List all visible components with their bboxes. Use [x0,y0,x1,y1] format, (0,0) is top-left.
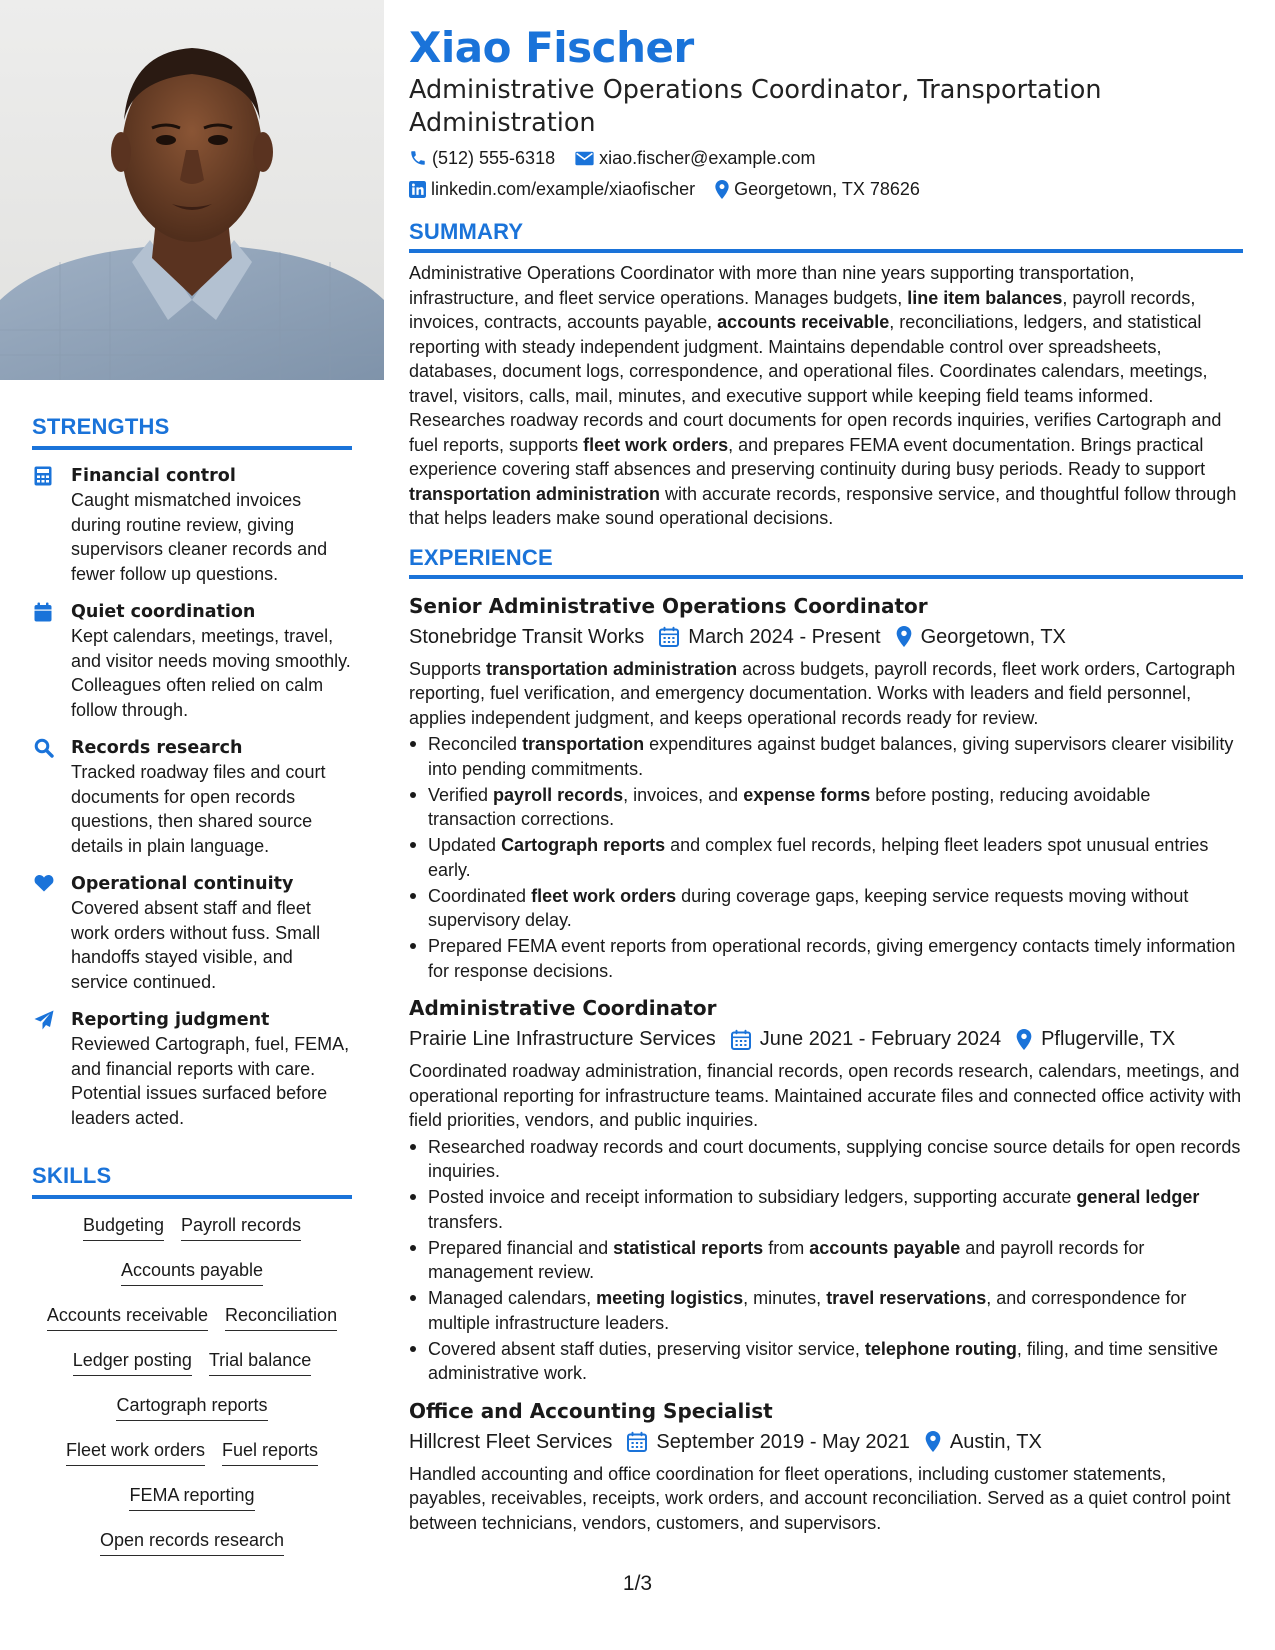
phone-text: (512) 555-6318 [432,148,556,168]
bullet-item [409,884,1243,933]
job-company [409,621,644,653]
dates-text: March 2024 - Present [688,625,881,648]
location-text: Georgetown, TX 78626 [734,179,920,199]
text-run: Managed calendars, [428,1288,597,1308]
skill-row [32,1438,352,1483]
location-text: Pflugerville, TX [1041,1028,1176,1050]
map-pin-icon [715,180,729,199]
company-name: Hillcrest Fleet Services [409,1430,613,1453]
job-description [409,657,1243,731]
company-name: Prairie Line Infrastructure Services [409,1028,716,1050]
skills-list [32,1213,352,1573]
job-description [409,1059,1243,1133]
text-run: Verified [428,784,494,805]
skill-tag: Reconciliation [225,1303,337,1331]
job-entry [409,591,1243,984]
bullet-item [409,732,1243,781]
bold-keyword: transportation [522,734,645,754]
bold-keyword: Cartograph reports [501,835,666,855]
strength-item [32,736,352,858]
contact-location [715,173,920,205]
job-title: Senior Administrative Operations Coordinator [409,593,928,618]
job-meta [409,1426,1243,1458]
job-dates [627,1426,910,1458]
strength-description: Caught mismatched invoices during routine review, giving supervisors cleaner records and fewer follow up questions. [71,490,328,584]
strength-title: Financial control [71,466,236,486]
bullet-item [409,1135,1243,1184]
job-title: Administrative Coordinator [409,996,717,1020]
bold-keyword: accounts payable [809,1237,961,1258]
bullet-item [409,1185,1243,1234]
text-run: Posted invoice and receipt information to subsidiary ledgers, supporting accurate [428,1187,1077,1207]
text-run: Updated [428,835,502,855]
heart-icon [34,874,54,894]
dates-text: September 2019 - May 2021 [656,1430,910,1453]
skill-tag: Accounts receivable [47,1303,208,1331]
bold-keyword: telephone routing [864,1338,1017,1359]
contact-phone[interactable] [409,142,555,174]
email-text: xiao.fischer@example.com [599,148,816,168]
strengths-heading: STRENGTHS [32,414,352,450]
text-run: Covered absent staff duties, preserving visitor service, [428,1338,865,1359]
skill-tag: Payroll records [181,1213,301,1241]
skill-tag: Fleet work orders [66,1438,205,1466]
text-run: Prepared financial and [428,1237,614,1258]
text-run: across budgets, payroll records, fleet work orders, Cartograph reporting, fuel verification, and emergency documentation. Works with leaders and field personnel, applies independent judgment, and keeps operational records ready for review. [409,658,1236,728]
summary-section [409,219,1243,531]
text-run: Reconciled [428,734,523,754]
bullet-item [409,833,1243,882]
contact-linkedin[interactable] [409,173,695,205]
strength-description: Covered absent staff and fleet work orders without fuss. Small handoffs stayed visible, and service continued. [71,898,321,992]
job-title: Office and Accounting Specialist [409,1398,773,1423]
text-run: , and prepares FEMA event documentation. Brings practical experience covering staff absences and preserving continuity during busy periods. Ready to support [409,434,1206,479]
job-bullets [409,732,1243,983]
strength-description: Reviewed Cartograph, fuel, FEMA, and financial reports with care. Potential issues surfaced before leaders acted. [71,1034,350,1128]
jobs-list [409,591,1243,1536]
bullet-item [409,783,1243,832]
skill-tag: Budgeting [83,1213,164,1241]
text-run: before posting, reducing avoidable transaction corrections. [428,784,1151,829]
job-bullets [409,1135,1243,1386]
bullet-item [409,1337,1243,1386]
page-number: 1/3 [622,1572,653,1595]
calendar-icon [34,602,54,622]
strength-item [32,464,352,586]
bold-keyword: statistical reports [613,1237,764,1258]
bullet-item [409,934,1243,983]
text-run: during coverage gaps, keeping service requests moving without supervisory delay. [428,885,1189,930]
job-dates [731,1023,1001,1055]
skills-heading: SKILLS [32,1163,352,1199]
skill-row [32,1348,352,1393]
person-headline: Administrative Operations Coordinator, Transportation Administration [409,75,1102,138]
strengths-list [32,464,352,1130]
text-run: and complex fuel records, helping fleet leaders spot unusual entries early. [428,835,1209,880]
text-run: Handled accounting and office coordination for fleet operations, including customer statements, payables, receivables, receipts, work orders, and account reconciliation. Served as a quiet control point between technicians, vendors, customers, and supervisors. [409,1463,1231,1533]
person-name: Xiao Fischer [409,23,694,72]
bold-keyword: fleet work orders [531,885,677,906]
text-run: Coordinated [428,885,532,906]
skill-row [32,1303,352,1348]
strength-description: Kept calendars, meetings, travel, and visitor needs moving smoothly. Colleagues often relied on calm follow through. [71,626,351,720]
bullet-item [409,1236,1243,1285]
text-run: , payroll records, invoices, contracts, accounts payable, [409,287,1196,332]
bold-keyword: line item balances [907,287,1063,308]
summary-text [409,261,1243,531]
profile-photo [0,0,384,380]
calendar-icon [627,1431,647,1452]
skill-tag: Cartograph reports [116,1393,267,1421]
skills-section [32,1163,352,1573]
job-location [925,1426,1042,1458]
strength-item [32,872,352,994]
company-name: Stonebridge Transit Works [409,625,645,648]
map-pin-icon [925,1431,941,1452]
bold-keyword: transportation administration [409,483,661,504]
map-pin-icon [1016,1029,1032,1050]
job-description [409,1462,1243,1536]
text-run: Administrative Operations Coordinator with more than nine years supporting transportation, infrastructure, and fleet service operations. Manages budgets, [409,263,1135,308]
skill-tag: Ledger posting [73,1348,192,1376]
strength-title: Operational continuity [71,874,294,894]
job-meta [409,1023,1243,1055]
text-run: , filing, and time sensitive administrative work. [428,1338,1218,1383]
bold-keyword: meeting logistics [596,1288,744,1308]
job-meta [409,621,1243,653]
text-run: with accurate records, responsive service, and thoughtful follow through that helps leaders make sound operational decisions. [409,483,1237,528]
profile-photo-graphic [0,0,384,380]
skill-tag: Open records research [100,1528,284,1556]
bold-keyword: accounts receivable [717,312,890,332]
text-run: Researched roadway records and court documents, supplying concise source details for open records inquiries. [428,1136,1241,1181]
text-run: , minutes, [743,1288,827,1308]
strength-title: Quiet coordination [71,602,256,622]
skill-tag: Accounts payable [121,1258,263,1286]
job-dates [659,621,880,653]
paper-plane-icon [34,1010,54,1030]
text-run: , reconciliations, ledgers, and statistical reporting with steady independent judgment. Maintains dependable control over spreadsheets, databases, document logs, correspondence, and operational files. Coordinates calendars, meetings, travel, visitors, calls, mail, minutes, and executive support while keeping field teams informed. Researches roadway records and court documents for open records inquiries, verifies Cartograph and fuel reports, supports [409,312,1222,455]
calculator-icon [34,466,54,486]
experience-section [409,545,1243,1536]
skill-row [32,1258,352,1303]
job-location [1016,1023,1175,1055]
contact-row-2 [409,173,1243,205]
text-run: Prepared FEMA event reports from operational records, giving emergency contacts timely information for response decisions. [428,936,1236,981]
bold-keyword: fleet work orders [583,434,729,455]
map-pin-icon [896,626,912,647]
location-text: Austin, TX [949,1430,1042,1453]
main-column [409,22,1243,1535]
strength-item [32,600,352,722]
dates-text: June 2021 - February 2024 [759,1028,1002,1050]
text-run: , and correspondence for multiple infrastructure leaders. [428,1288,1187,1333]
skill-row [32,1393,352,1438]
bold-keyword: general ledger [1076,1187,1200,1207]
text-run: Coordinated roadway administration, financial records, open records research, calendars, meetings, and operational reporting for infrastructure teams. Maintained accurate files and connected office activity with field priorities, vendors, and public inquiries. [409,1061,1242,1130]
job-entry [409,1396,1243,1536]
text-run: from [763,1237,810,1258]
summary-heading: SUMMARY [409,219,1243,253]
text-run: transfers. [428,1211,504,1232]
location-text: Georgetown, TX [920,625,1066,648]
calendar-icon [731,1029,751,1050]
bold-keyword: payroll records [493,784,624,805]
job-entry [409,993,1243,1386]
linkedin-icon [409,181,426,198]
skill-row [32,1528,352,1573]
job-location [896,621,1066,653]
strength-title: Reporting judgment [71,1010,270,1030]
text-run: Supports [409,658,487,679]
bullet-item [409,1286,1243,1335]
skill-tag: Trial balance [209,1348,311,1376]
job-company [409,1023,716,1055]
strength-description: Tracked roadway files and court documents for open records questions, then shared source details in plain language. [71,762,326,856]
contact-email[interactable] [575,142,815,174]
experience-heading: EXPERIENCE [409,545,1243,579]
text-run: expenditures against budget balances, giving supervisors clearer visibility into pending commitments. [428,734,1234,779]
linkedin-text: linkedin.com/example/xiaofischer [431,179,696,199]
strength-title: Records research [71,738,243,758]
skill-tag: FEMA reporting [129,1483,254,1511]
strengths-section [32,414,352,1130]
bold-keyword: expense forms [743,784,871,805]
bold-keyword: transportation administration [486,658,738,679]
envelope-icon [575,151,594,166]
skill-row [32,1483,352,1528]
text-run: , invoices, and [623,784,744,805]
text-run: and payroll records for management review. [428,1237,1145,1282]
skill-tag: Fuel reports [222,1438,318,1466]
phone-icon [409,149,427,167]
bold-keyword: travel reservations [826,1288,987,1308]
skill-row [32,1213,352,1258]
calendar-icon [659,626,679,647]
contact-row-1 [409,142,1243,174]
search-icon [34,738,54,758]
strength-item [32,1008,352,1130]
job-company [409,1426,612,1458]
sidebar [0,0,384,1650]
